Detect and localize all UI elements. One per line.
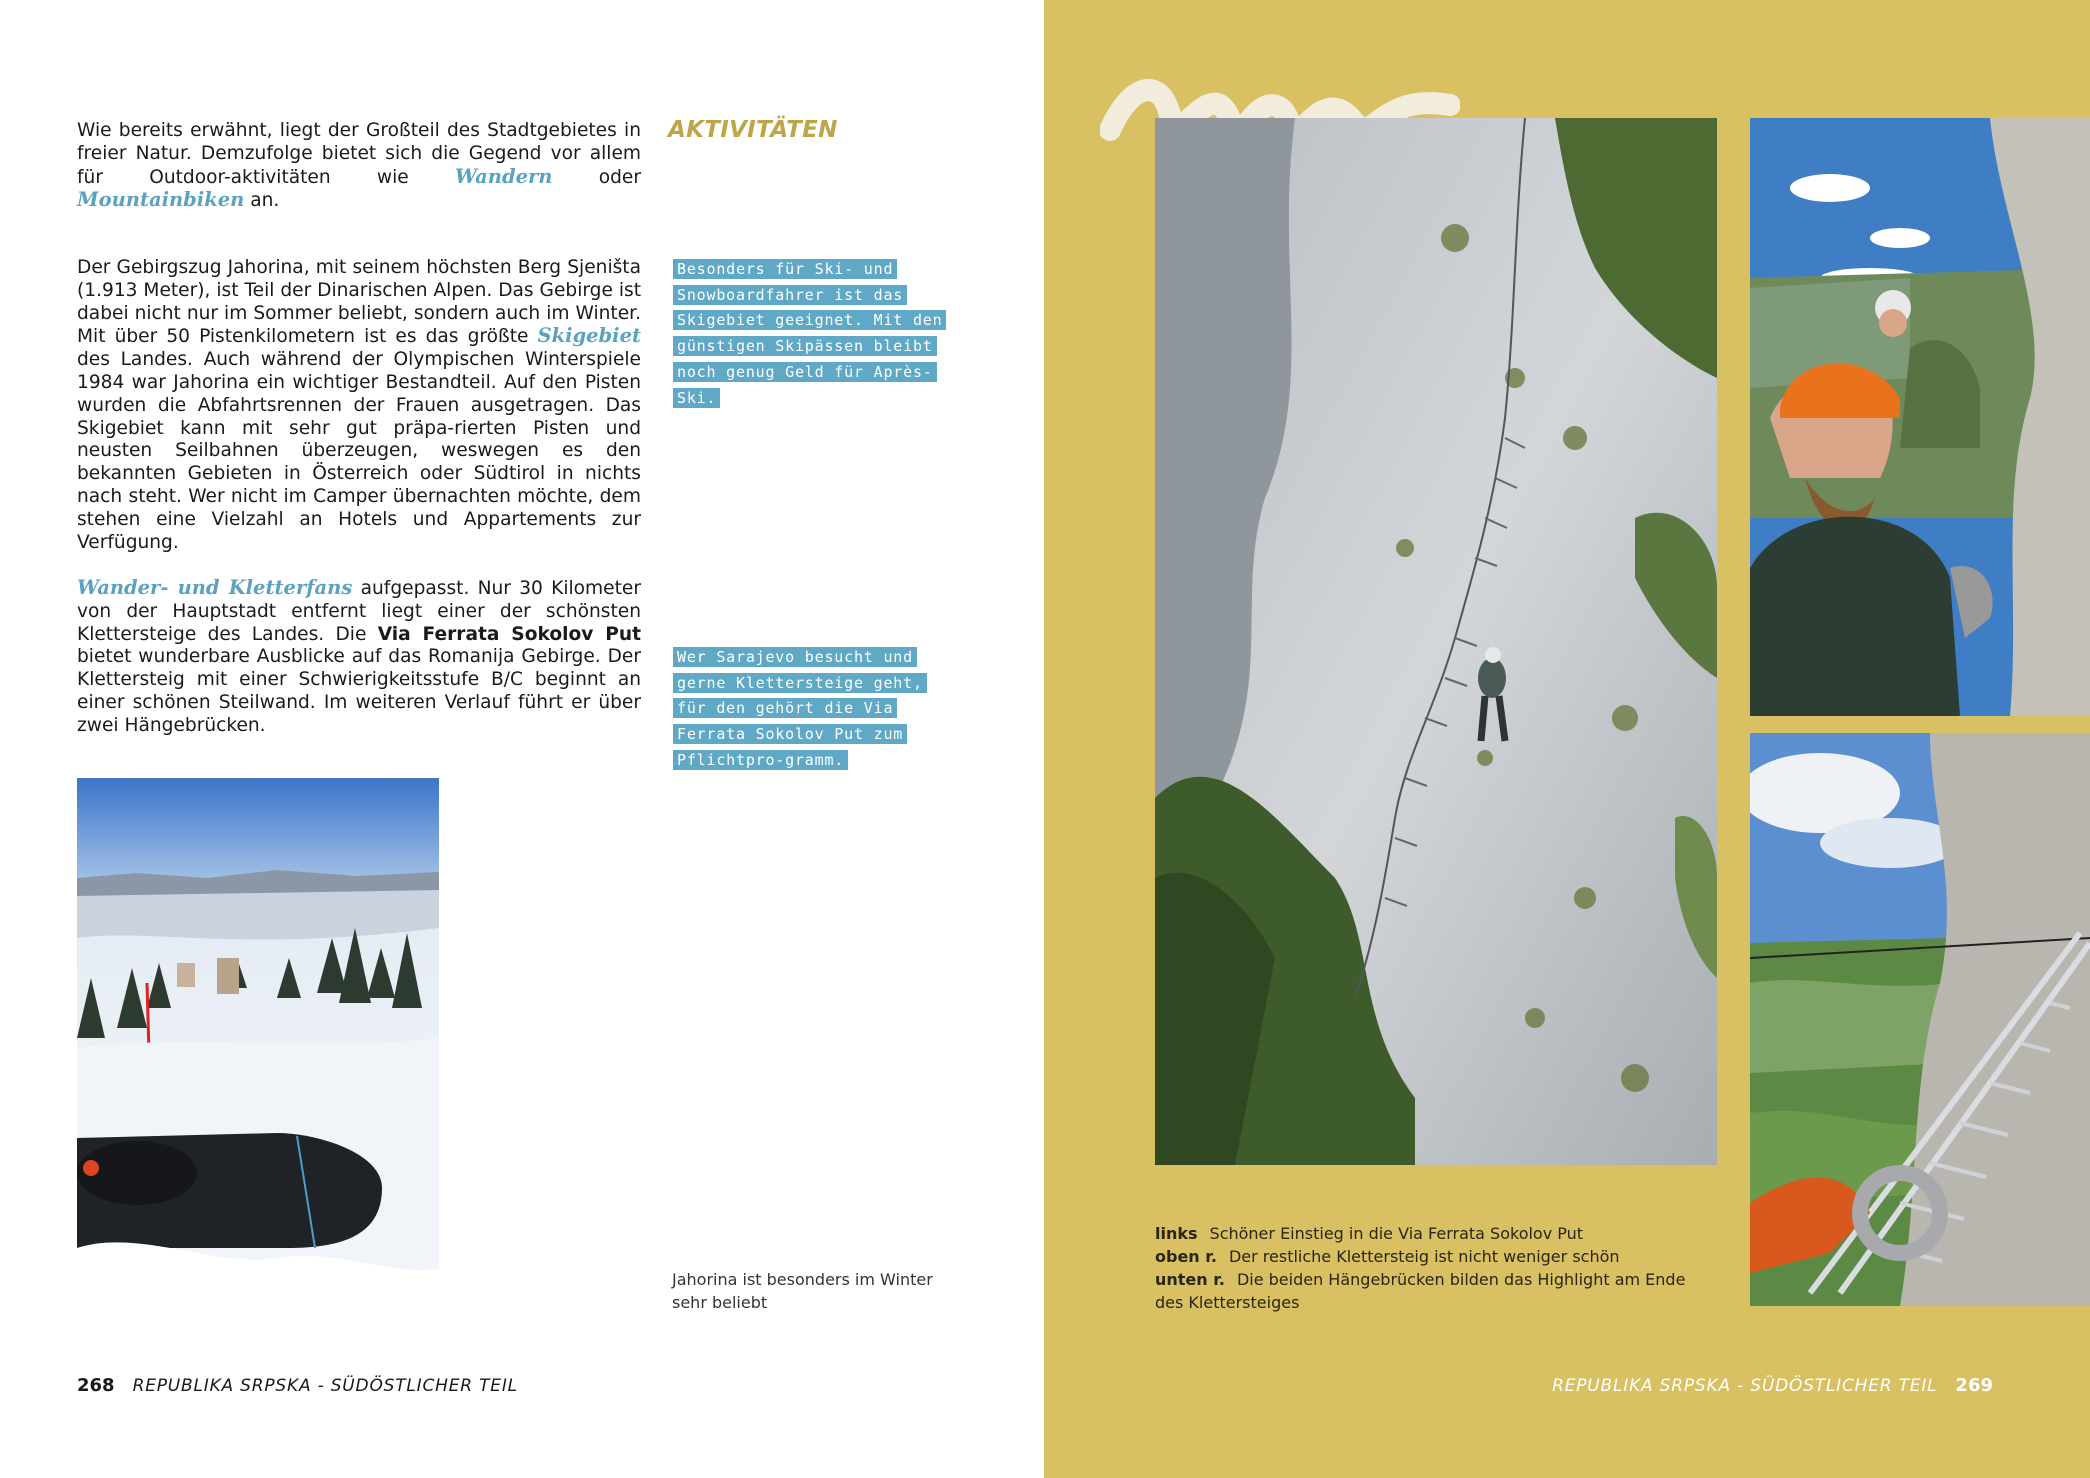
bridge-scene-image [1750,733,2090,1306]
caption-label: unten r. [1155,1270,1225,1289]
text-run: Wie bereits erwähnt, liegt der Großteil des Stadtgebietes in freier Natur. Demzufolge bietet sich die Gegend vor allem für Outdoor-aktivitäten wie [77,120,641,188]
highlight-wander-kletterfans: Wander- und Kletterfans [77,576,353,599]
text-run: Der Gebirgszug Jahorina, mit seinem höchsten Berg Sjeništa (1.913 Meter), ist Teil der Dinarischen Alpen. Das Gebirge ist dabei nicht nur im Sommer beliebt, sondern auch im Winter. Mit über 50 Pistenkilometern ist es das größte [77,257,641,348]
intro-paragraph [77,120,641,213]
page-number-right: 269 [1955,1375,1993,1396]
caption-links [1155,1222,1715,1245]
bridge-climbing-photo [1750,733,2090,1306]
text-run: an. [244,190,280,212]
text-run: des Landes. Auch während der Olympischen Winterspiele 1984 war Jahorina ein wichtiger Bestandteil. Auf den Pisten wurden die Abfahrtsrennen der Frauen ausgetragen. Das Skigebiet kann mit sehr gut präpa-rierten Pisten und neusten Seilbahnen überzeugen, weswegen es den bekannten Gebieten in Österreich oder Südtirol in nichts nach steht. Wer nicht im Camper übernachten möchte, dem stehen eine Vielzahl an Hotels und Appartements zur Verfügung. [77,349,641,553]
jahorina-paragraph [77,257,641,554]
photo-captions [1155,1222,1715,1314]
caption-unten [1155,1268,1715,1314]
note-text: Wer Sarajevo besucht und gerne Klettersteige geht, für den gehört die Via Ferrata Sokolov Put zum Pflichtpro-gramm. [673,647,927,770]
running-title-right: REPUBLIKA SRPSKA - SÜDÖSTLICHER TEIL [1552,1376,1938,1396]
ski-photo-caption: Jahorina ist besonders im Winter sehr beliebt [672,1270,933,1312]
caption-text: Der restliche Klettersteig ist nicht weniger schön [1228,1247,1620,1266]
cliff-scene-image [1155,118,1717,1165]
caption-label: oben r. [1155,1247,1217,1266]
ski-scene-image [77,778,439,1307]
text-run: oder [552,166,641,188]
text-run: aufgepasst. Nur 30 Kilometer von der Hauptstadt entfernt liegt einer der schönsten Klettersteige des Landes. Die [77,578,641,645]
cliff-climbing-photo [1155,118,1717,1165]
highlight-wandern: Wandern [454,164,553,188]
via-ferrata-name: Via Ferrata Sokolov Put [377,623,641,645]
folio-left [77,1375,518,1396]
highlight-mountainbiken: Mountainbiken [77,188,245,212]
note-text: Besonders für Ski- und Snowboardfahrer ist das Skigebiet geeignet. Mit den günstigen Skipässen bleibt noch genug Geld für Après-Ski. [673,259,946,408]
left-page [0,0,1044,1478]
section-heading: AKTIVITÄTEN [668,117,838,143]
selfie-scene-image [1750,118,2090,716]
caption-text: Schöner Einstieg in die Via Ferrata Sokolov Put [1209,1224,1584,1243]
folio-right [1552,1375,1993,1396]
via-ferrata-paragraph [77,577,641,738]
text-run: bietet wunderbare Ausblicke auf das Romanija Gebirge. Der Klettersteig mit einer Schwierigkeitsstufe B/C beginnt an einer schönen Steilwand. Im weiteren Verlauf führt er über zwei Hängebrücken. [77,646,641,736]
info-note-climb [673,645,943,774]
caption-label: links [1155,1224,1198,1243]
selfie-climbing-photo [1750,118,2090,716]
page-number-left: 268 [77,1375,115,1396]
running-title-left: REPUBLIKA SRPSKA - SÜDÖSTLICHER TEIL [132,1376,518,1396]
info-note-ski [673,257,943,411]
highlight-skigebiet: Skigebiet [537,324,641,348]
caption-text: Die beiden Hängebrücken bilden das Highlight am Ende des Klettersteiges [1155,1270,1686,1312]
caption-oben [1155,1245,1715,1268]
jahorina-ski-photo [77,778,439,1307]
